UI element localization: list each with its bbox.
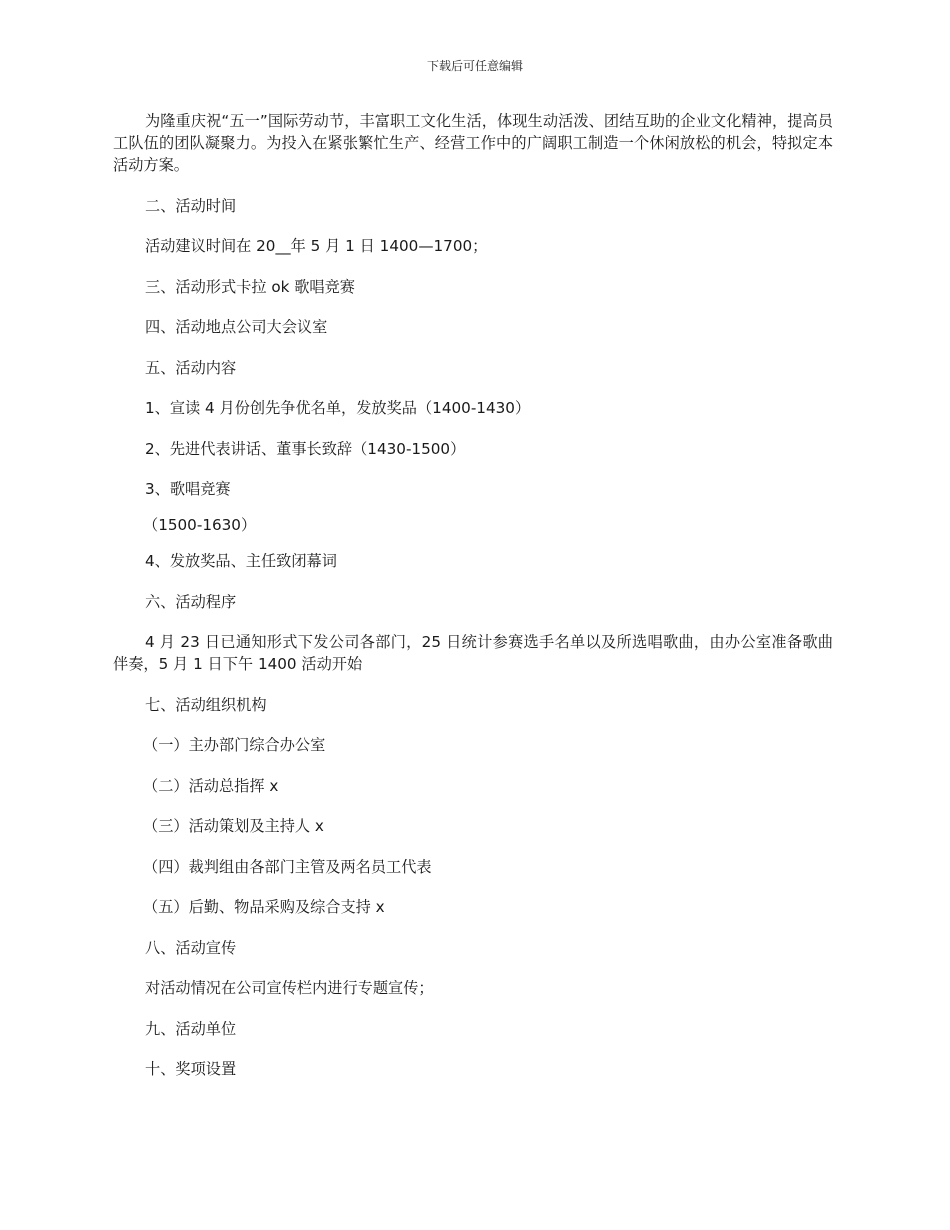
org-item-3: （三）活动策划及主持人 x xyxy=(143,817,324,835)
org-item-2: （二）活动总指挥 x xyxy=(143,776,279,795)
section-heading-organization: 七、活动组织机构 xyxy=(145,695,267,714)
org-item-1: （一）主办部门综合办公室 xyxy=(143,736,326,754)
content-item-1: 1、宣读 4 月份创先争优名单，发放奖品（1400-1430） xyxy=(145,399,531,417)
content-item-3-time: （1500-1630） xyxy=(143,516,257,534)
content-item-3: 3、歌唱竞赛 xyxy=(145,480,231,498)
intro-paragraph: 为隆重庆祝“五一”国际劳动节，丰富职工文化生活，体现生动活泼、团结互助的企业文化精神，提高员工队伍的团队凝聚力。为投入在紧张繁忙生产、经营工作中的广阔职工制造一个休闲放松的机会，特拟定本活动方案。 xyxy=(113,112,833,174)
section-heading-location: 四、活动地点公司大会议室 xyxy=(145,318,328,336)
content-item-2: 2、先进代表讲话、董事长致辞（1430-1500） xyxy=(145,439,466,458)
section-heading-units: 九、活动单位 xyxy=(145,1019,237,1038)
page-header: 下载后可任意编辑 xyxy=(426,59,523,73)
section-heading-awards: 十、奖项设置 xyxy=(145,1060,237,1078)
section-heading-content: 五、活动内容 xyxy=(145,358,237,377)
section-heading-form: 三、活动形式卡拉 ok 歌唱竞赛 xyxy=(145,277,355,296)
procedure-text: 4 月 23 日已通知形式下发公司各部门，25 日统计参赛选手名单以及所选唱歌曲，由办公室准备歌曲伴奏，5 月 1 日下午 1400 活动开始 xyxy=(113,633,833,673)
org-item-4: （四）裁判组由各部门主管及两名员工代表 xyxy=(143,857,432,876)
content-item-4: 4、发放奖品、主任致闭幕词 xyxy=(145,552,337,570)
publicity-text: 对活动情况在公司宣传栏内进行专题宣传； xyxy=(145,979,434,997)
document-body xyxy=(113,110,833,1099)
section-heading-procedure: 六、活动程序 xyxy=(145,592,237,611)
section-heading-publicity: 八、活动宣传 xyxy=(145,938,237,957)
org-item-5: （五）后勤、物品采购及综合支持 x xyxy=(143,898,385,916)
section-heading-time: 二、活动时间 xyxy=(145,196,237,215)
activity-time-text: 活动建议时间在 20__年 5 月 1 日 1400—1700； xyxy=(145,237,488,255)
